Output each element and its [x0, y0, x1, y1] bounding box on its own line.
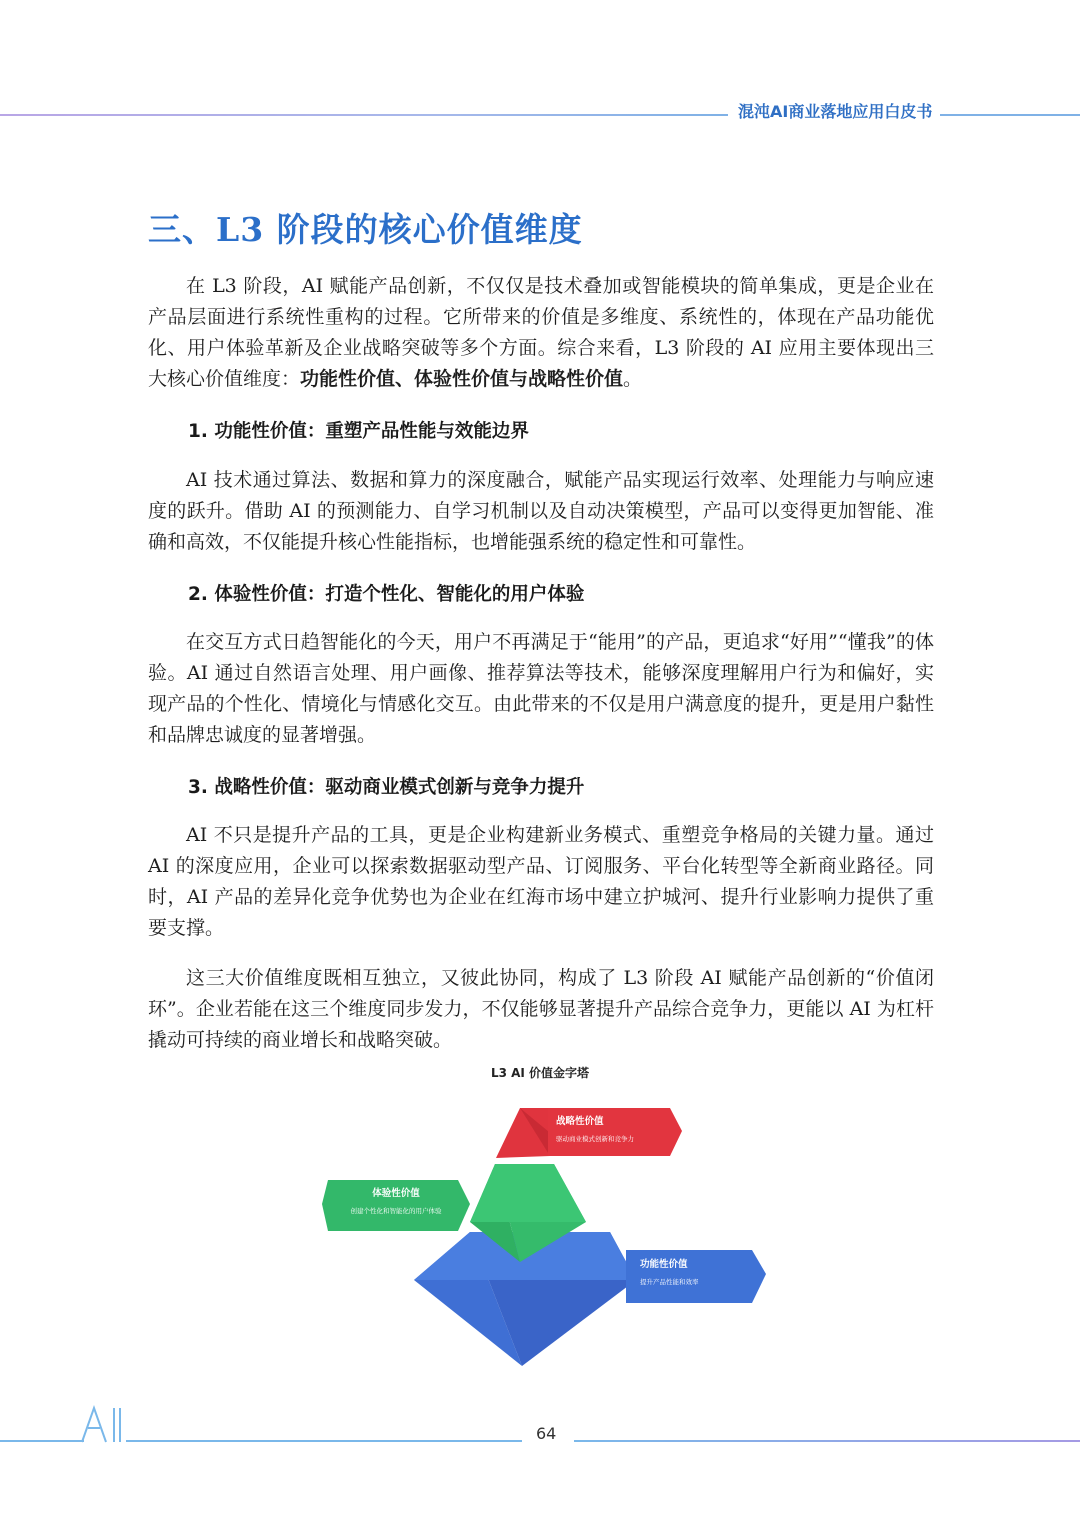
- subheading-functional: 1. 功能性价值：重塑产品性能与效能边界: [188, 421, 529, 442]
- ai-logo-text: AI: [108, 1430, 110, 1431]
- footer-rule-left: [0, 1440, 84, 1442]
- subheading-experience: 2. 体验性价值：打造个性化、智能化的用户体验: [188, 584, 585, 605]
- label-strategic-desc: 驱动商业模式创新和竞争力: [556, 1135, 634, 1143]
- intro-highlight: 功能性价值、体验性价值与战略性价值: [300, 368, 624, 390]
- tier-experience-top: [470, 1164, 586, 1222]
- figure-title: L3 AI 价值金字塔: [490, 1066, 590, 1080]
- header-rule-right: [940, 114, 1080, 116]
- paragraph-experience: 在交互方式日趋智能化的今天，用户不再满足于“能用”的产品，更追求“好用”“懂我”的体验。AI 通过自然语言处理、用户画像、推荐算法等技术，能够深度理解用户行为和偏好，实现产品的个性化、情境化与情感化交互。由此带来的不仅是用户满意度的提升，更是用户黏性和品牌忠诚度的显著增强。: [148, 631, 934, 746]
- paragraph-functional: AI 技术通过算法、数据和算力的深度融合，赋能产品实现运行效率、处理能力与响应速度的跃升。借助 AI 的预测能力、自学习机制以及自动决策模型，产品可以变得更加智能、准确和高效，不仅能提升核心性能指标，也增能强系统的稳定性和可靠性。: [148, 469, 934, 553]
- label-functional-name: 功能性价值: [640, 1259, 688, 1270]
- value-pyramid-diagram: [320, 1098, 780, 1378]
- footer-rule-right: [574, 1440, 1080, 1442]
- closing-paragraph: 这三大价值维度既相互独立，又彼此协同，构成了 L3 阶段 AI 赋能产品创新的“价值闭环”。企业若能在这三个维度同步发力，不仅能够显著提升产品综合竞争力，更能以 AI 为杠杆撬动可持续的商业增长和战略突破。: [148, 967, 934, 1051]
- footer-rule-middle: [126, 1440, 522, 1442]
- paragraph-strategic: AI 不只是提升产品的工具，更是企业构建新业务模式、重塑竞争格局的关键力量。通过 AI 的深度应用，企业可以探索数据驱动型产品、订阅服务、平台化转型等全新商业路径。同时，AI 产品的差异化竞争优势也为企业在红海市场中建立护城河、提升行业影响力提供了重要支撑。: [148, 824, 934, 939]
- callout-functional: [626, 1250, 766, 1303]
- ai-logo-icon: [80, 1404, 130, 1444]
- subheading-strategic: 3. 战略性价值：驱动商业模式创新与竞争力提升: [188, 777, 585, 798]
- intro-paragraph: 在 L3 阶段，AI 赋能产品创新，不仅仅是技术叠加或智能模块的简单集成，更是企业在产品层面进行系统性重构的过程。它所带来的价值是多维度、系统性的，体现在产品功能优化、用户体验革新及企业战略突破等多个方面。综合来看，L3 阶段的 AI 应用主要体现出三大核心价值维度：功能性价值、体验性价值与战略性价值。: [148, 275, 934, 390]
- label-experience-desc: 创建个性化和智能化的用户体验: [350, 1207, 442, 1215]
- label-strategic-name: 战略性价值: [556, 1116, 604, 1127]
- label-experience-name: 体验性价值: [372, 1188, 420, 1199]
- label-functional-desc: 提升产品性能和效率: [640, 1278, 699, 1286]
- section-title: 三、L3 阶段的核心价值维度: [148, 210, 583, 249]
- page-number: 64: [536, 1424, 557, 1443]
- header-rule-left: [0, 114, 728, 116]
- document-title: 混沌AI商业落地应用白皮书: [738, 102, 933, 121]
